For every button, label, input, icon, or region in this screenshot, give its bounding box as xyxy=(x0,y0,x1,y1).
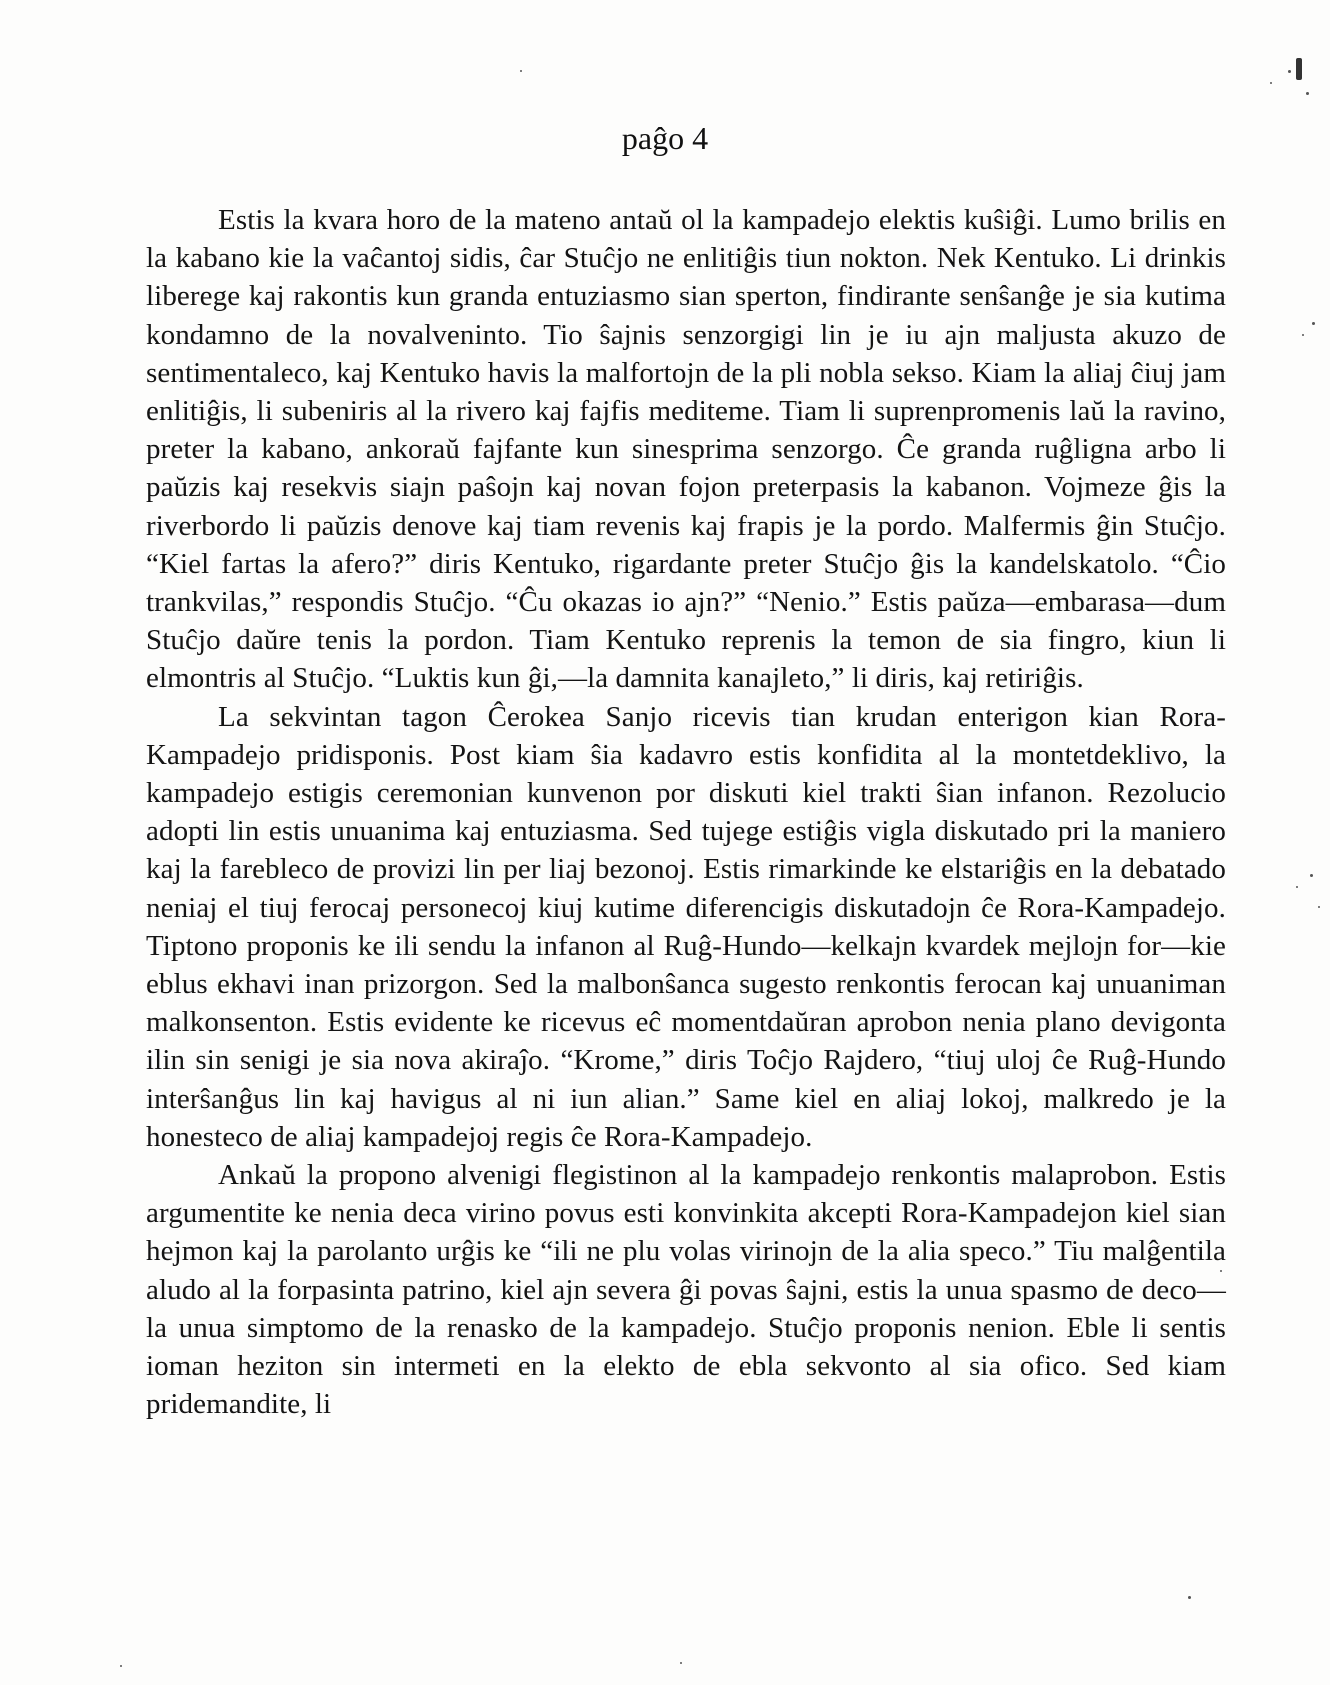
scan-speck xyxy=(1296,886,1298,888)
scan-speck xyxy=(520,70,522,72)
scan-speck xyxy=(680,1662,682,1664)
scan-speck xyxy=(1318,906,1320,908)
scan-speck xyxy=(1188,1596,1191,1599)
paragraph: Ankaŭ la propono alvenigi flegistinon al la kampadejo renkontis malaprobon. Estis argumentite ke nenia deca virino povus esti konvinkita akcepti Rora-Kampadejon kiel sian hejmon kaj la parolanto urĝis ke “ili ne plu volas virinojn de la alia speco.” Tiu malĝentila aludo al la forpasinta patrino, kiel ajn severa ĝi povas ŝajni, estis la unua spasmo de deco—la unua simptomo de la renasko de la kampadejo. Stuĉjo proponis nenion. Eble li sentis ioman heziton sin intermeti en la elekto de ebla sekvonto al sia ofico. Sed kiam pridemandite, li xyxy=(146,1159,1226,1421)
body-text xyxy=(146,201,1226,1424)
scan-speck xyxy=(1302,334,1304,336)
scan-speck xyxy=(120,1665,122,1667)
paragraph: La sekvintan tagon Ĉerokea Sanjo ricevis tian krudan enterigon kian Rora-Kampadejo pridisponis. Post kiam ŝia kadavro estis konfidita al la montetdeklivo, la kampadejo estigis ceremonian kunvenon por diskuti kiel trakti ŝian infanon. Rezolucio adopti lin estis unuanima kaj entuziasma. Sed tujege estiĝis vigla diskutado pri la maniero kaj la farebleco de provizi lin per liaj bezonoj. Estis rimarkinde ke elstariĝis en la debatado neniaj el tiuj ferocaj personecoj kiuj kutime diferencigis diskutadojn ĉe Rora-Kampadejo. Tiptono proponis ke ili sendu la infanon al Ruĝ-Hundo—kelkajn kvardek mejlojn for—kie eblus ekhavi inan prizorgon. Sed la malbonŝanca sugesto renkontis ferocan kaj unuaniman malkonsenton. Estis evidente ke ricevus eĉ momentdaŭran aprobon nenia plano devigonta ilin sin senigi je sia nova akiraĵo. “Krome,” diris Toĉjo Rajdero, “tiuj uloj ĉe Ruĝ-Hundo interŝanĝus lin kaj havigus al ni iun alian.” Same kiel en aliaj lokoj, malkredo je la honesteco de aliaj kampadejoj regis ĉe Rora-Kampadejo. xyxy=(146,700,1226,1153)
scan-speck xyxy=(1310,874,1313,877)
scan-speck xyxy=(1306,92,1309,95)
scan-speck xyxy=(1296,58,1302,80)
scan-speck xyxy=(1270,82,1272,84)
paragraph: Estis la kvara horo de la mateno antaŭ ol la kampadejo elektis kuŝiĝi. Lumo brilis en la kabano kie la vaĉantoj sidis, ĉar Stuĉjo ne enlitiĝis tiun nokton. Nek Kentuko. Li drinkis liberege kaj rakontis kun granda entuziasmo sian sperton, findirante senŝanĝe je sia kutima kondamno de la novalveninto. Tio ŝajnis senzorgigi lin je iu ajn maljusta akuzo de sentimentaleco, kaj Kentuko havis la malfortojn de la pli nobla sekso. Kiam la aliaj ĉiuj jam enlitiĝis, li subeniris al la rivero kaj fajfis mediteme. Tiam li suprenpromenis laŭ la ravino, preter la kabano, ankoraŭ fajfante kun sinesprima senzorgo. Ĉe granda ruĝligna arbo li paŭzis kaj resekvis siajn paŝojn kaj novan fojon preterpasis la kabanon. Vojmeze ĝis la riverbordo li paŭzis denove kaj tiam revenis kaj frapis je la pordo. Malfermis ĝin Stuĉjo. “Kiel fartas la afero?” diris Kentuko, rigardante preter Stuĉjo ĝis la kandelskatolo. “Ĉio trankvilas,” respondis Stuĉjo. “Ĉu okazas io ajn?” “Nenio.” Estis paŭza—embarasa—dum Stuĉjo daŭre tenis la pordon. Tiam Kentuko reprenis la temon de sia fingro, kiun li elmontris al Stuĉjo. “Luktis kun ĝi,—la damnita kanajleto,” li diris, kaj retiriĝis. xyxy=(146,204,1226,695)
page-number: paĝo 4 xyxy=(621,120,709,156)
scan-speck xyxy=(1288,70,1291,73)
scan-speck xyxy=(1312,322,1315,325)
